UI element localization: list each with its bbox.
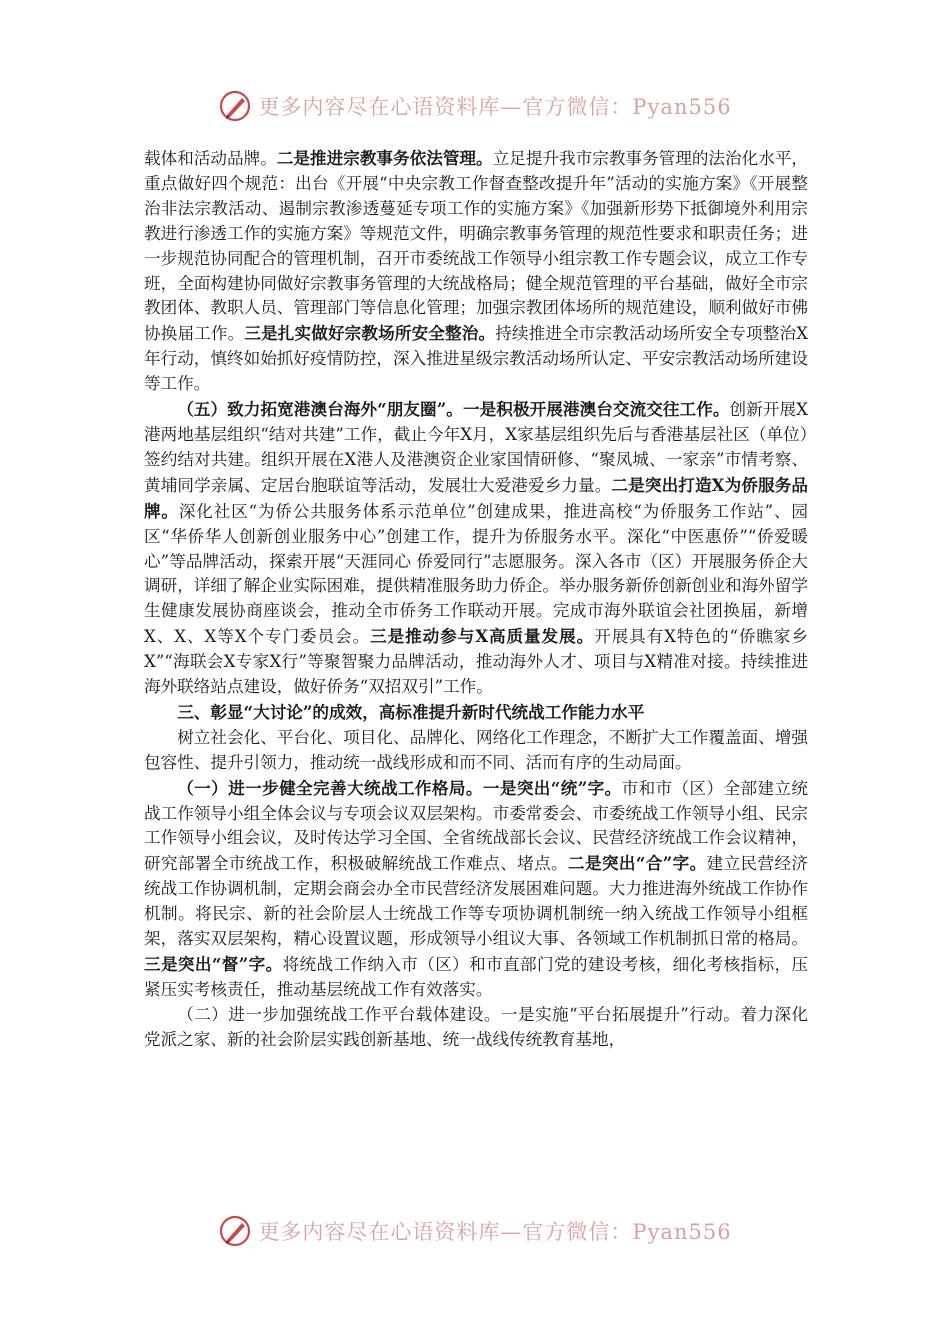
paragraph-platform-building: （二）进一步加强统战工作平台载体建设。一是实施“平台拓展提升”行动。着力深化党派之家、新的社会阶层实践创新基地、统一战线传统教育基地， — [144, 1004, 809, 1049]
section-heading-three: 三、彰显“大讨论”的成效，高标准提升新时代统战工作能力水平 — [177, 701, 645, 722]
banner-text: 更多内容尽在心语资料库—官方微信：Pyan556 — [258, 1220, 732, 1244]
banner-text: 更多内容尽在心语资料库—官方微信：Pyan556 — [258, 95, 732, 119]
paragraph-work-philosophy: 树立社会化、平台化、项目化、品牌化、网络化工作理念，不断扩大工作覆盖面、增强包容性、提升引领力，推动统一战线形成和而不同、活而有序的生动局面。 — [144, 727, 808, 772]
pen-circle-logo-icon — [218, 89, 252, 123]
footer-watermark-banner — [0, 1211, 950, 1251]
paragraph-religious-affairs: 载体和活动品牌。二是推进宗教事务依法管理。立足提升我市宗教事务管理的法治化水平，重点做好四个规范：出台《开展“中央宗教工作督查整改提升年”活动的实施方案》《开展整治非法宗教活动、遏制宗教渗透蔓延专项工作的实施方案》《加强新形势下抵御境外利用宗教进行渗透工作的实施方案》等规范文件，明确宗教事务管理的规范性要求和职责任务；进一步规范协同配合的管理机制，召开市委统战工作领导小组宗教工作专题会议，成立工作专班，全面构建协同做好宗教事务管理的大统战格局；健全规范管理的平台基础，做好全市宗教团体、教职人员、管理部门等信息化管理；加强宗教团体场所的规范建设，顺利做好市佛协换届工作。三是扎实做好宗教场所安全整治。持续推进全市宗教活动场所安全专项整治X年行动，慎终如始抓好疫情防控，深入推进星级宗教活动场所认定、平安宗教活动场所建设等工作。 — [144, 148, 809, 394]
header-watermark-banner — [0, 86, 950, 126]
paragraph-overseas-friends: （五）致力拓宽港澳台海外“朋友圈”。一是积极开展港澳台交流交往工作。创新开展X港两地基层组织“结对共建”工作，截止今年X月，X家基层组织先后与香港基层社区（单位）签约结对共建。组织开展在X港人及港澳资企业家国情研修、“聚凤城、一家亲”市情考察、黄埔同学亲属、定居台胞联谊等活动，发展壮大爱港爱乡力量。二是突出打造X为侨服务品牌。深化社区“为侨公共服务体系示范单位”创建成果，推进高校“为侨服务工作站”、园区“华侨华人创新创业服务中心”创建工作，提升为侨服务水平。深化“中医惠侨”“侨爱暖心”等品牌活动，探索开展“天涯同心 侨爱同行”志愿服务。深入各市（区）开展服务侨企大调研，详细了解企业实际困难，提供精准服务助力侨企。举办服务新侨创新创业和海外留学生健康发展协商座谈会，推动全市侨务工作联动开展。完成市海外联谊会社团换届，新增X、X、X等X个专门委员会。三是推动参与X高质量发展。开展具有X特色的“侨瞧家乡 X”“海联会X专家X行”等聚智聚力品牌活动，推动海外人才、项目与X精准对接。持续推进海外联络站点建设，做好侨务“双招双引”工作。 — [144, 399, 809, 697]
paragraph-united-front-pattern: （一）进一步健全完善大统战工作格局。一是突出“统”字。市和市（区）全部建立统战工作领导小组全体会议与专项会议双层架构。市委常委会、市委统战工作领导小组、民宗工作领导小组会议，及时传达学习全国、全省统战部长会议、民营经济统战工作会议精神，研究部署全市统战工作，积极破解统战工作难点、堵点。二是突出“合”字。建立民营经济统战工作协调机制，定期会商会办全市民营经济发展困难问题。大力推进海外统战工作协作机制。将民宗、新的社会阶层人士统战工作等专项协调机制统一纳入统战工作领导小组框架，落实双层架构，精心设置议题，形成领导小组议大事、各领域工作机制抓日常的格局。三是突出“督”字。将统战工作纳入市（区）和市直部门党的建设考核，细化考核指标，压紧压实考核责任，推动基层统战工作有效落实。 — [144, 777, 809, 999]
pen-circle-logo-icon — [218, 1214, 252, 1248]
document-body — [144, 146, 808, 1053]
